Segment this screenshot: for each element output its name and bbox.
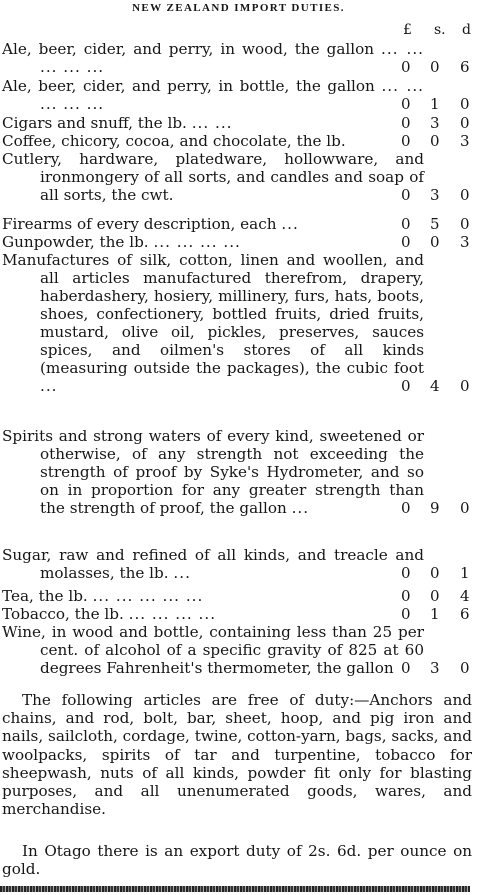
duty-item-text: Tea, the lb. xyxy=(2,587,88,605)
duty-pounds: 0 xyxy=(401,499,411,517)
duty-entry xyxy=(2,605,477,623)
duty-entry xyxy=(2,150,477,204)
shillings-header: s. xyxy=(434,22,446,38)
duty-pounds: 0 xyxy=(401,377,411,395)
duty-shillings: 3 xyxy=(430,186,440,204)
duty-shillings: 0 xyxy=(430,58,440,76)
duty-pounds: 0 xyxy=(401,58,411,76)
dot-leader: ... ... ... ... xyxy=(128,605,217,623)
duty-shillings: 4 xyxy=(430,377,440,395)
dot-leader: ... ... xyxy=(191,114,233,132)
duty-item-text: Spirits and strong waters of every kind, sweetened or otherwise, of any strength not exceeding the strength of proof by Syke's Hydrometer, and so on in proportion for any greater strength than the strength of proof, the gallon xyxy=(2,427,424,517)
duty-entry xyxy=(2,77,477,113)
duty-shillings: 5 xyxy=(430,215,440,233)
duty-pounds: 0 xyxy=(401,186,411,204)
export-duty-paragraph: In Otago there is an export duty of 2s. 6d. per ounce on gold. xyxy=(2,842,472,879)
duty-pence: 6 xyxy=(460,605,470,623)
duty-pounds: 0 xyxy=(401,605,411,623)
duty-entry xyxy=(2,233,477,251)
duty-item-text: Firearms of every description, each xyxy=(2,215,277,233)
duty-entry xyxy=(2,132,477,150)
duty-pounds: 0 xyxy=(401,233,411,251)
duty-pence: 0 xyxy=(460,215,470,233)
duty-pence: 0 xyxy=(460,95,470,113)
duty-entry xyxy=(2,251,477,395)
duty-pounds: 0 xyxy=(401,587,411,605)
duty-pounds: 0 xyxy=(401,95,411,113)
duty-shillings: 0 xyxy=(430,564,440,582)
duty-pence: 6 xyxy=(460,58,470,76)
duty-item-text: Sugar, raw and refined of all kinds, and treacle and molasses, the lb. xyxy=(2,546,424,582)
duty-pounds: 0 xyxy=(401,132,411,150)
duty-item-text: Ale, beer, cider, and perry, in bottle, the gallon xyxy=(2,77,375,95)
article-heading: NEW ZEALAND IMPORT DUTIES. xyxy=(132,2,345,14)
duty-shillings: 0 xyxy=(430,132,440,150)
duty-pence: 3 xyxy=(460,233,470,251)
duty-item-text: Manufactures of silk, cotton, linen and woollen, and all articles manufactured therefrom, drapery, haberdashery, hosiery, millinery, furs, hats, boots, shoes, confectionery, bottled fruits, dried fruits, mustard, olive oil, pickles, preserves, sauces spices, and oilmen's stores of all kinds (measuring outside the packages), the cubic foot xyxy=(2,251,424,377)
duty-pence: 0 xyxy=(460,186,470,204)
duty-pounds: 0 xyxy=(401,564,411,582)
dot-leader: ... ... ... ... xyxy=(153,233,241,251)
duty-item-text: Cigars and snuff, the lb. xyxy=(2,114,187,132)
bottom-rule xyxy=(0,886,470,892)
duty-pence: 3 xyxy=(460,132,470,150)
duty-entry xyxy=(2,546,477,582)
duty-shillings: 3 xyxy=(430,114,440,132)
duty-entry xyxy=(2,215,477,233)
duty-item-text: Ale, beer, cider, and perry, in wood, the gallon xyxy=(2,40,375,58)
duty-item-text: Wine, in wood and bottle, containing less than 25 per cent. of alcohol of a specific gravity of 825 at 60 degrees Fahrenheit's thermometer, the gallon xyxy=(2,623,424,677)
duty-item-text: Coffee, chicory, cocoa, and chocolate, the lb. xyxy=(2,132,346,150)
duty-shillings: 1 xyxy=(430,95,440,113)
duty-pence: 0 xyxy=(460,377,470,395)
duty-item-text: Cutlery, hardware, platedware, hollowware, and ironmongery of all sorts, and candles and soap of all sorts, the cwt. xyxy=(2,150,424,204)
duty-entry xyxy=(2,623,477,677)
dot-leader: ... xyxy=(173,564,191,582)
dot-leader: ... xyxy=(281,215,299,233)
duty-entry xyxy=(2,587,477,605)
dot-leader: ... ... ... ... ... xyxy=(40,40,424,76)
duty-entry xyxy=(2,40,477,76)
duty-entry xyxy=(2,427,477,517)
currency-column-headers xyxy=(395,22,477,40)
duty-entry xyxy=(2,114,477,132)
duty-pence: 0 xyxy=(460,499,470,517)
dot-leader: ... ... ... ... ... xyxy=(92,587,204,605)
duty-shillings: 1 xyxy=(430,605,440,623)
duty-shillings: 9 xyxy=(430,499,440,517)
duty-pence: 4 xyxy=(460,587,470,605)
free-articles-paragraph: The following articles are free of duty:—Anchors and chains, and rod, bolt, bar, sheet, hoop, and pig iron and nails, sailcloth, cordage, twine, cotton-yarn, bags, sacks, and woolpacks, spirits of tar and turpentine, tobacco for sheepwash, nuts of all kinds, powder fit only for blasting purposes, and all unenumerated goods, wares, and merchandise. xyxy=(2,691,472,819)
duty-pounds: 0 xyxy=(401,215,411,233)
pence-header: d xyxy=(462,22,471,38)
dot-leader: ... xyxy=(291,499,310,517)
pounds-header: £ xyxy=(403,22,412,38)
dot-leader: ... xyxy=(40,377,58,395)
duty-pounds: 0 xyxy=(401,114,411,132)
duty-pounds: 0 xyxy=(401,659,411,677)
duty-shillings: 3 xyxy=(430,659,440,677)
duty-pence: 0 xyxy=(460,114,470,132)
duty-item-text: Gunpowder, the lb. xyxy=(2,233,149,251)
dot-leader: ... ... ... ... ... xyxy=(40,77,424,113)
duty-pence: 0 xyxy=(460,659,470,677)
duty-shillings: 0 xyxy=(430,587,440,605)
duty-shillings: 0 xyxy=(430,233,440,251)
duty-item-text: Tobacco, the lb. xyxy=(2,605,124,623)
duty-pence: 1 xyxy=(460,564,470,582)
